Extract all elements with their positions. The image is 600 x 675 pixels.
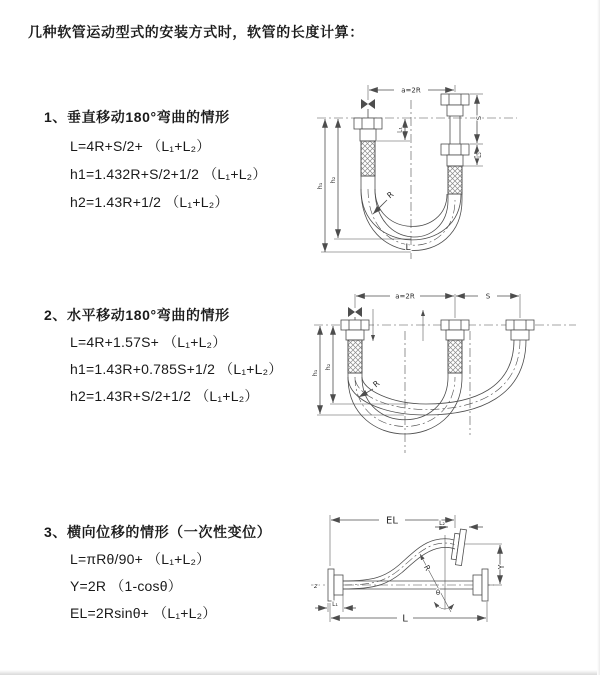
left-fitting [354,118,382,176]
section-3-heading: 3、横向位移的情形（一次性变位） [44,524,272,540]
diagram-horizontal-180-bend [308,285,593,460]
dim-label-a2r: a=2R [401,86,421,95]
diagram-lateral-displacement [303,505,600,645]
dim-label-h1: h₁ [311,369,319,377]
radius-label: R [422,563,433,573]
formula-line: L=4R+S/2+ （L₁+L₂） [70,138,211,154]
length-label: L [405,243,411,253]
radius-label: R [371,378,382,390]
formula-line: EL=2Rsinθ+ （L₁+L₂） [70,605,217,621]
formula-line: Y=2R （1-cosθ） [70,578,182,594]
right-fitting-moved [506,320,534,340]
right-flange-position1 [473,569,488,601]
dim-label-y: Y [497,564,506,570]
right-fitting [441,94,469,194]
radius-construction [420,535,454,612]
page-title: 几种软管运动型式的安装方式时，软管的长度计算： [28,24,364,40]
formula-line: h2=1.43R+1/2 （L₁+L₂） [70,194,229,210]
formula-line: h1=1.43R+0.785S+1/2 （L₁+L₂） [70,361,283,377]
dim-label-h1: h₁ [316,182,324,190]
hose-u-bend [361,176,462,250]
section-2-heading: 2、水平移动180°弯曲的情形 [44,307,230,323]
section-1-heading: 1、垂直移动180°弯曲的情形 [44,109,230,125]
left-flange [328,569,343,601]
dim-label-h2: h₂ [324,363,332,371]
dim-label-l: L [402,613,408,625]
dim-label-a2r: a=2R [395,292,415,301]
page-bottom-edge [0,670,600,675]
middle-fitting [441,320,469,373]
valve-icon [348,307,362,321]
dim-label-s: S [485,292,491,301]
left-fitting [341,320,369,373]
dim-label-h2: h₂ [329,176,337,184]
formula-line: h1=1.432R+S/2+1/2 （L₁+L₂） [70,166,267,182]
dim-label-s: S [475,115,483,121]
formula-line: L=πRθ/90+ （L₁+L₂） [70,551,211,567]
valve-icon [361,99,375,118]
angle-theta-label: θ [435,589,441,597]
formula-line: L=4R+1.57S+ （L₁+L₂） [70,334,227,350]
dim-label-l1: L₁ [332,601,338,608]
hose-scurve-position2 [343,539,455,589]
dim-label-l1: L₁ [396,127,404,133]
right-flange-position2 [451,528,467,565]
formula-line: h2=1.43R+S/2+1/2 （L₁+L₂） [70,388,259,404]
dim-label-l2: L₂ [476,152,483,158]
radius-label: R [385,189,396,201]
dim-label-l2: L₂ [439,520,445,527]
diagram-vertical-180-bend [310,76,595,261]
axis-break-mark: z [314,582,318,590]
dim-label-el: EL [386,515,398,527]
